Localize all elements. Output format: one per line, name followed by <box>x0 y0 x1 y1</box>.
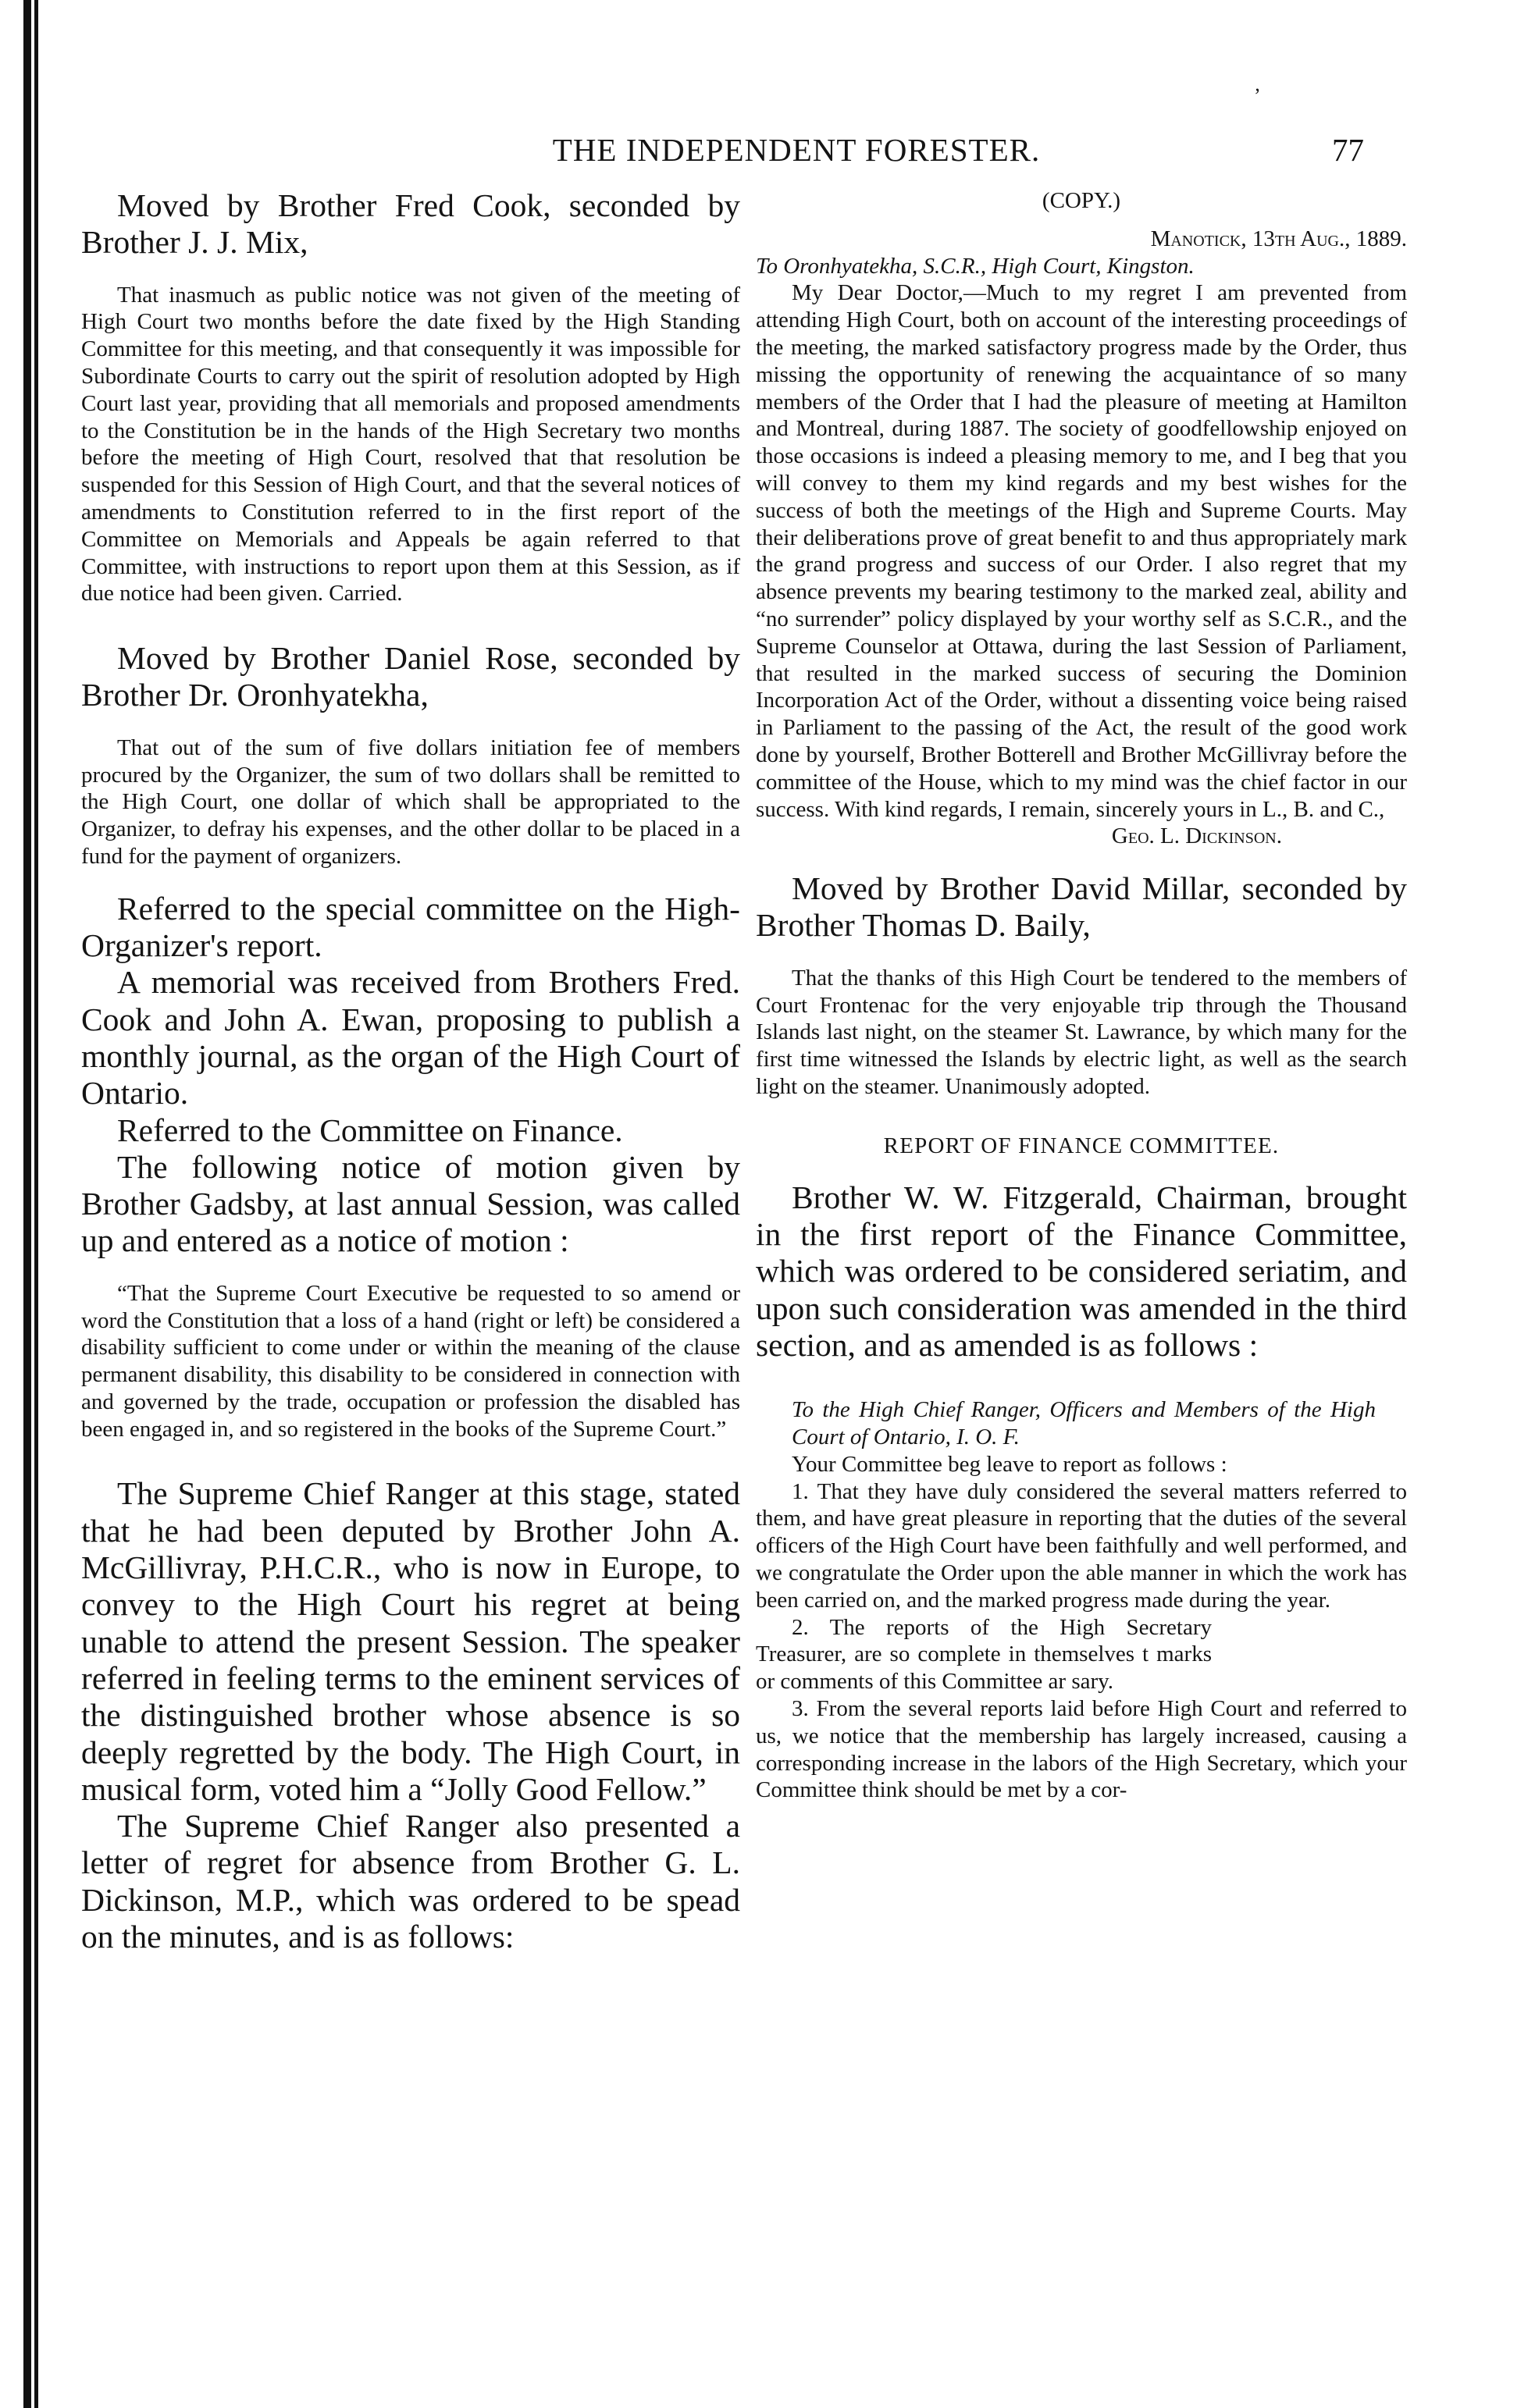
motion3-heading: Moved by Brother David Millar, seconded by Brother Thomas D. Baily, <box>756 870 1407 944</box>
report-intro: Brother W. W. Fitzgerald, Chairman, brought in the first report of the Finance Committee, which was ordered to be considered seriatim, and upon such consideration was amended in the third section, and as amended is as follows : <box>756 1179 1407 1363</box>
motion2-text: That out of the sum of five dollars initiation fee of members procured by the Organizer, the sum of two dollars shall be remitted to the High Court, one dollar of which shall be appropriated to the Organizer, to defray his expenses, and the other dollar to be placed in a fund for the payment of organizers. <box>81 734 740 869</box>
letter-addressee: To Oronhyatekha, S.C.R., High Court, Kingston. <box>756 253 1195 279</box>
report-address: To the High Chief Ranger, Officers and Members of the High Court of Ontario, I. O. F. <box>792 1397 1376 1449</box>
letter-dateline: Manotick, 13th Aug., 1889. <box>1150 226 1407 251</box>
stray-mark: ’ <box>1254 84 1261 107</box>
motion1-text: That inasmuch as public notice was not given of the meeting of High Court two months before the date fixed by the High Standing Committee for this meeting, and that consequently it was impossible for Subordinate Courts to carry out the spirit of resolution adopted by High Court last year, providing that all memorials and proposed amendments to the Constitution be in the hands of the High Secretary two months before the meeting of High Court, resolved that that resolution be suspended for this Session of High Court, and that the several notices of amendments to Constitution referred to in the first report of the Committee on Memorials and Appeals be again referred to that Committee, with instructions to report upon them at this Session, as if due notice had been given. Carried. <box>81 282 740 606</box>
motion2-heading: Moved by Brother Daniel Rose, seconded by Brother Dr. Oronhyatekha, <box>81 640 740 713</box>
paragraph-letter-of-regret: The Supreme Chief Ranger also presented a letter of regret for absence from Brother G. L. Dickinson, M.P., which was ordered to be spead on the minutes, and is as follows: <box>81 1808 740 1955</box>
right-column <box>756 187 1407 1804</box>
report-item-1: 1. That they have duly considered the several matters referred to them, and have great pleasure in reporting that the duties of the several officers of the High Court have been faithfully and well performed, and we congratulate the Order upon the able manner in which the work has been carried on, and the marked progress made during the year. <box>756 1478 1407 1613</box>
paragraph-referred-finance: Referred to the Committee on Finance. <box>117 1112 623 1148</box>
paragraph-notice-of-motion: The following notice of motion given by Brother Gadsby, at last annual Session, was called up and entered as a notice of motion : <box>81 1148 740 1259</box>
letter-signature: Geo. L. Dickinson. <box>1111 823 1282 849</box>
copy-label: (COPY.) <box>1042 188 1121 213</box>
report-lead: Your Committee beg leave to report as follows : <box>792 1451 1227 1477</box>
binding-rule-thin <box>34 0 38 2408</box>
left-column <box>81 187 740 1955</box>
quoted-notice: “That the Supreme Court Executive be requested to so amend or word the Constitution that a loss of a hand (right or left) be considered a disability sufficient to come under or within the meaning of the clause permanent disability, this disability to be considered in connection with and governed by the trade, occupation or profession the disabled has been engaged in, and so registered in the books of the Supreme Court.” <box>81 1280 740 1442</box>
report-item-3: 3. From the several reports laid before High Court and referred to us, we notice that the membership has largely increased, causing a corresponding increase in the labors of the High Secretary, which your Committee think should be met by a cor- <box>756 1695 1407 1803</box>
motion1-heading: Moved by Brother Fred Cook, seconded by Brother J. J. Mix, <box>81 187 740 261</box>
letter-body: My Dear Doctor,—Much to my regret I am prevented from attending High Court, both on account of the interesting proceedings of the meeting, the marked satisfactory progress made by the Order, thus missing the opportunity of renewing the acquaintance of so many members of the Order that I had the pleasure of meeting at Hamilton and Montreal, during 1887. The society of goodfellowship enjoyed on those occasions is indeed a pleasing memory to me, and I beg that you will convey to them my kind regards and my best wishes for the success of both the meetings of the High and Supreme Courts. May their deliberations prove of great benefit to and thus appropriately mark the grand progress and success of our Order. I also regret that my absence prevents my bearing testimony to the marked zeal, ability and “no surrender” policy displayed by your worthy self as S.C.R., and the Supreme Counselor at Ottawa, during the last Session of Parliament, that resulted in the marked success of securing the Dominion Incorporation Act of the Order, without a dissenting voice being raised in Parliament to the passing of the Act, the result of the good work done by yourself, Brother Botterell and Brother McGillivray before the committee of the House, which to my mind was the chief factor in our success. With kind regards, I remain, sincerely yours in L., B. and C., <box>756 280 1407 822</box>
paragraph-memorial: A memorial was received from Brothers Fred. Cook and John A. Ewan, proposing to publish a monthly journal, as the organ of the High Court of Ontario. <box>81 964 740 1112</box>
binding-rule <box>23 0 31 2408</box>
page-number: 77 <box>1332 132 1364 168</box>
paragraph-referred-special: Referred to the special committee on the High-Organizer's report. <box>81 890 740 964</box>
page-header: THE INDEPENDENT FORESTER. <box>552 132 1041 168</box>
report-heading: REPORT OF FINANCE COMMITTEE. <box>883 1133 1280 1158</box>
paragraph-supreme-chief-ranger: The Supreme Chief Ranger at this stage, stated that he had been deputed by Brother John A. McGillivray, P.H.C.R., who is now in Europe, to convey to the High Court his regret at being unable to attend the present Session. The speaker referred in feeling terms to the eminent services of the distinguished brother whose absence is so deeply regretted by the body. The High Court, in musical form, voted him a “Jolly Good Fellow.” <box>81 1475 740 1807</box>
report-item-2: 2. The reports of the High Secretary Treasurer, are so complete in themselves t marks or comments of this Committee ar sary. <box>756 1614 1212 1695</box>
motion3-text: That the thanks of this High Court be tendered to the members of Court Frontenac for the very enjoyable trip through the Thousand Islands last night, on the steamer St. Lawrance, by which many for the first time witnessed the Islands by electric light, as well as the search light on the steamer. Unanimously adopted. <box>756 965 1407 1099</box>
